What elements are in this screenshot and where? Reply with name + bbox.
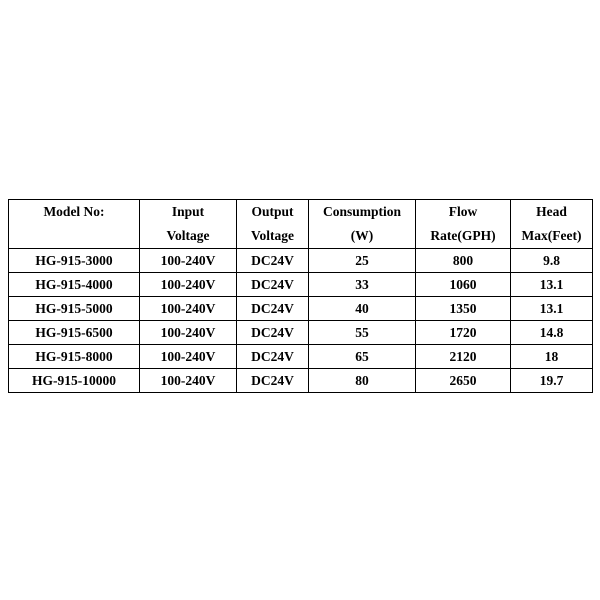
cell-input-voltage: 100-240V — [140, 273, 237, 297]
cell-input-voltage: 100-240V — [140, 297, 237, 321]
cell-flow-rate: 2120 — [416, 345, 511, 369]
header-flow-line2: Rate(GPH) — [430, 228, 496, 243]
cell-flow-rate: 2650 — [416, 369, 511, 393]
cell-consumption: 65 — [309, 345, 416, 369]
header-flow-rate — [416, 200, 511, 249]
header-head-max — [511, 200, 593, 249]
header-output-line2: Voltage — [251, 228, 294, 243]
header-output-voltage — [237, 200, 309, 249]
table-row — [9, 321, 593, 345]
cell-model: HG-915-4000 — [9, 273, 140, 297]
cell-consumption: 40 — [309, 297, 416, 321]
header-input-voltage — [140, 200, 237, 249]
table-row — [9, 273, 593, 297]
cell-output-voltage: DC24V — [237, 369, 309, 393]
cell-head-max: 13.1 — [511, 273, 593, 297]
cell-model: HG-915-6500 — [9, 321, 140, 345]
cell-head-max: 9.8 — [511, 249, 593, 273]
cell-consumption: 55 — [309, 321, 416, 345]
cell-model: HG-915-3000 — [9, 249, 140, 273]
cell-consumption: 25 — [309, 249, 416, 273]
table-row — [9, 369, 593, 393]
cell-input-voltage: 100-240V — [140, 345, 237, 369]
cell-flow-rate: 1350 — [416, 297, 511, 321]
spec-table — [8, 199, 593, 393]
cell-flow-rate: 800 — [416, 249, 511, 273]
cell-output-voltage: DC24V — [237, 345, 309, 369]
header-consumption-line1: Consumption — [322, 204, 402, 219]
cell-output-voltage: DC24V — [237, 273, 309, 297]
table-row — [9, 297, 593, 321]
header-head-line2: Max(Feet) — [521, 228, 582, 243]
cell-output-voltage: DC24V — [237, 297, 309, 321]
cell-model: HG-915-10000 — [9, 369, 140, 393]
cell-flow-rate: 1720 — [416, 321, 511, 345]
header-row — [9, 200, 593, 249]
header-output-line1: Output — [251, 204, 294, 219]
header-consumption-line2: (W) — [350, 228, 374, 243]
cell-head-max: 13.1 — [511, 297, 593, 321]
cell-model: HG-915-8000 — [9, 345, 140, 369]
cell-head-max: 14.8 — [511, 321, 593, 345]
header-consumption — [309, 200, 416, 249]
header-input-line2: Voltage — [166, 228, 210, 243]
header-model — [9, 200, 140, 249]
cell-model: HG-915-5000 — [9, 297, 140, 321]
header-model-line1: Model No: — [43, 204, 105, 219]
header-flow-line1: Flow — [448, 204, 478, 219]
cell-consumption: 33 — [309, 273, 416, 297]
cell-output-voltage: DC24V — [237, 321, 309, 345]
cell-consumption: 80 — [309, 369, 416, 393]
cell-output-voltage: DC24V — [237, 249, 309, 273]
cell-head-max: 18 — [511, 345, 593, 369]
cell-input-voltage: 100-240V — [140, 369, 237, 393]
header-head-line1: Head — [536, 204, 567, 219]
cell-input-voltage: 100-240V — [140, 249, 237, 273]
cell-head-max: 19.7 — [511, 369, 593, 393]
header-input-line1: Input — [171, 204, 205, 219]
cell-flow-rate: 1060 — [416, 273, 511, 297]
table-row — [9, 249, 593, 273]
table-row — [9, 345, 593, 369]
cell-input-voltage: 100-240V — [140, 321, 237, 345]
